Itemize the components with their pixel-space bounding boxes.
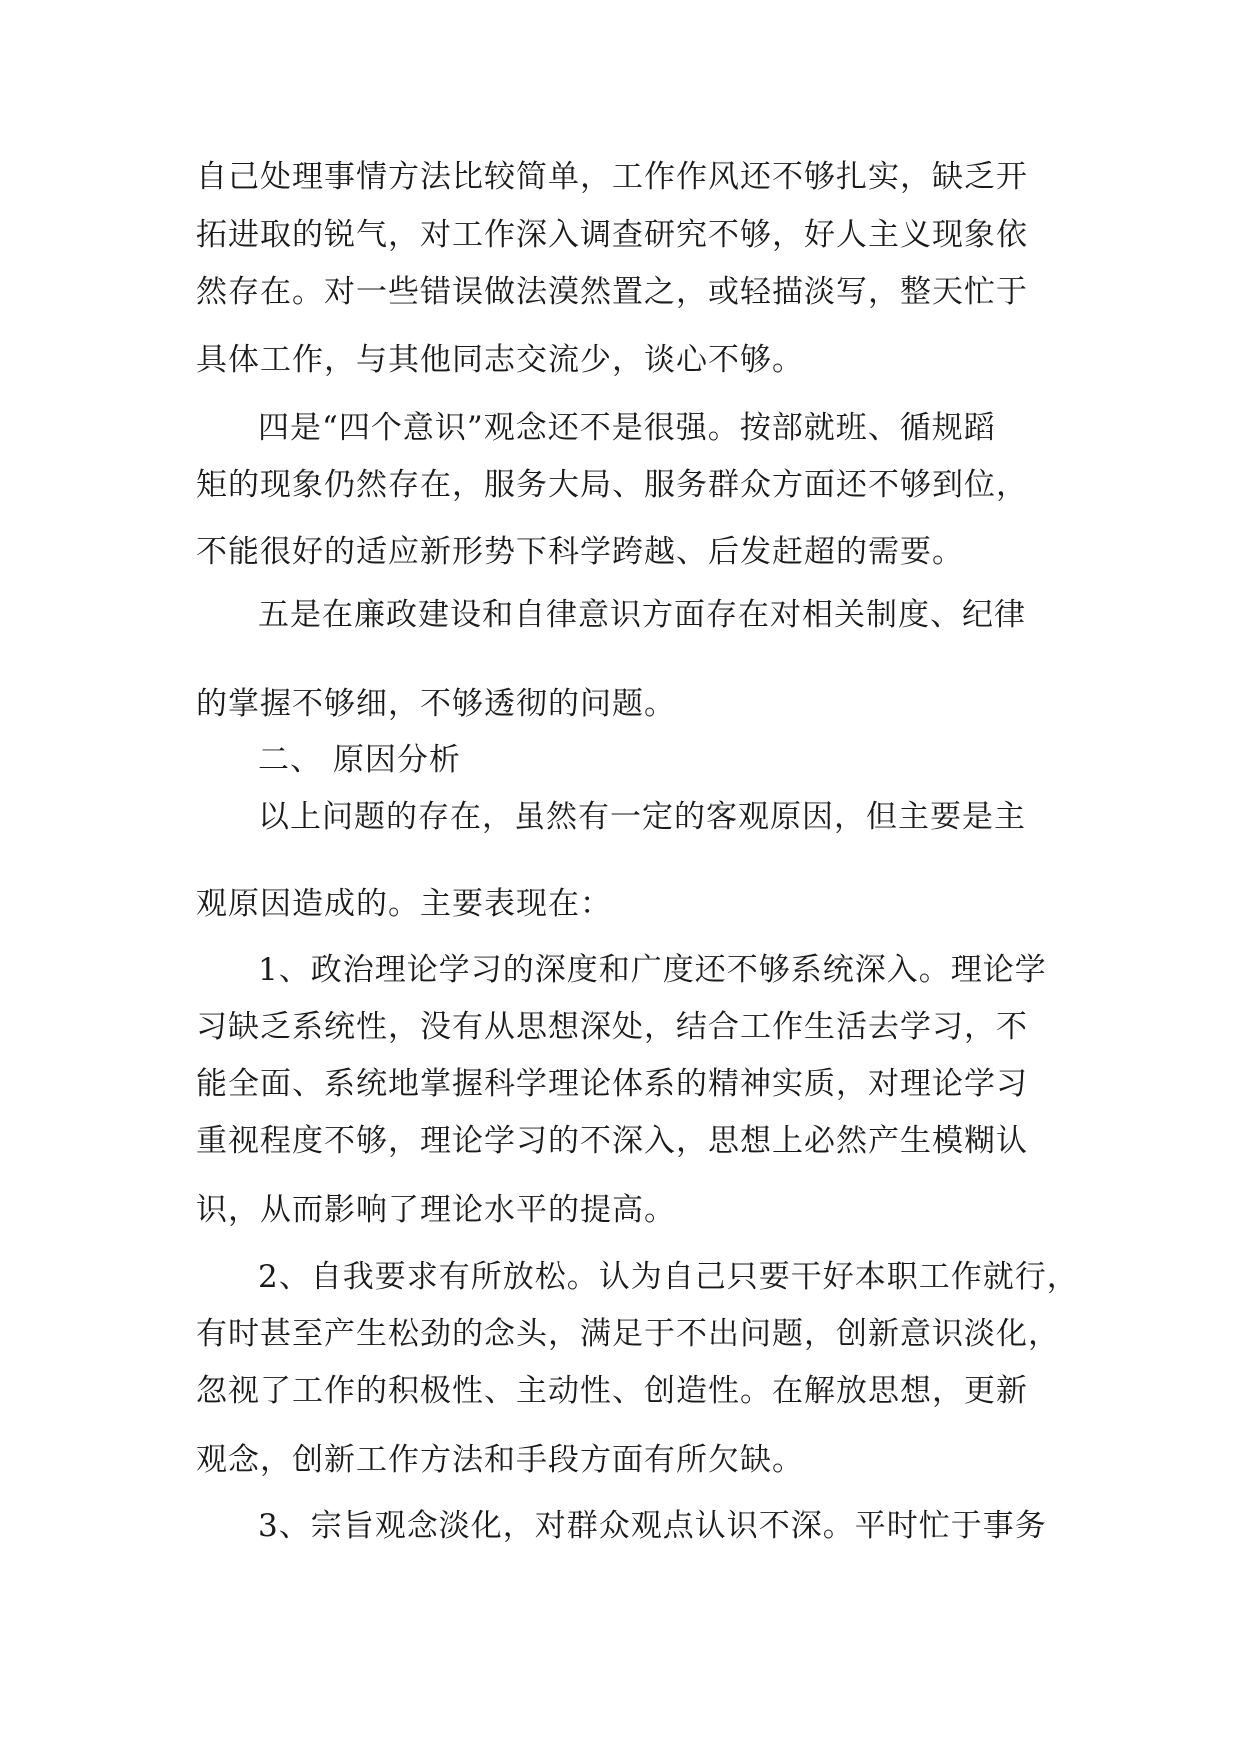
section-heading: 二、 原因分析 — [258, 742, 461, 778]
paragraph-first-line: 3、宗旨观念淡化，对群众观点认识不深。平时忙于事务 — [258, 1508, 1047, 1544]
text-line: 识，从而影响了理论水平的提高。 — [196, 1192, 676, 1228]
text-line: 不能很好的适应新形势下科学跨越、后发赶超的需要。 — [196, 534, 964, 570]
text-line: 具体工作，与其他同志交流少，谈心不够。 — [196, 342, 804, 378]
text-line: 矩的现象仍然存在，服务大局、服务群众方面还不够到位， — [196, 467, 1028, 503]
text-line: 观念，创新工作方法和手段方面有所欠缺。 — [196, 1442, 804, 1478]
text-line: 习缺乏系统性，没有从思想深处，结合工作生活去学习，不 — [196, 1009, 1028, 1045]
text-line: 自己处理事情方法比较简单，工作作风还不够扎实，缺乏开 — [196, 159, 1028, 195]
text-line: 的掌握不够细，不够透彻的问题。 — [196, 686, 676, 722]
text-line: 能全面、系统地掌握科学理论体系的精神实质，对理论学习 — [196, 1066, 1028, 1102]
text-line: 拓进取的锐气，对工作深入调查研究不够，好人主义现象依 — [196, 217, 1028, 253]
paragraph-first-line: 1、政治理论学习的深度和广度还不够系统深入。理论学 — [258, 952, 1047, 988]
paragraph-first-line: 2、自我要求有所放松。认为自己只要干好本职工作就行， — [258, 1259, 1079, 1295]
text-line: 忽视了工作的积极性、主动性、创造性。在解放思想，更新 — [196, 1373, 1028, 1409]
text-line: 有时甚至产生松劲的念头，满足于不出问题，创新意识淡化， — [196, 1316, 1060, 1352]
paragraph-first-line: 以上问题的存在，虽然有一定的客观原因，但主要是主 — [258, 799, 1026, 835]
text-line: 观原因造成的。主要表现在： — [196, 886, 612, 922]
text-line: 然存在。对一些错误做法漠然置之，或轻描淡写，整天忙于 — [196, 274, 1028, 310]
paragraph-first-line: 四是“四个意识”观念还不是很强。按部就班、循规蹈 — [258, 410, 996, 446]
text-line: 重视程度不够，理论学习的不深入，思想上必然产生模糊认 — [196, 1123, 1028, 1159]
paragraph-first-line: 五是在廉政建设和自律意识方面存在对相关制度、纪律 — [258, 597, 1026, 633]
